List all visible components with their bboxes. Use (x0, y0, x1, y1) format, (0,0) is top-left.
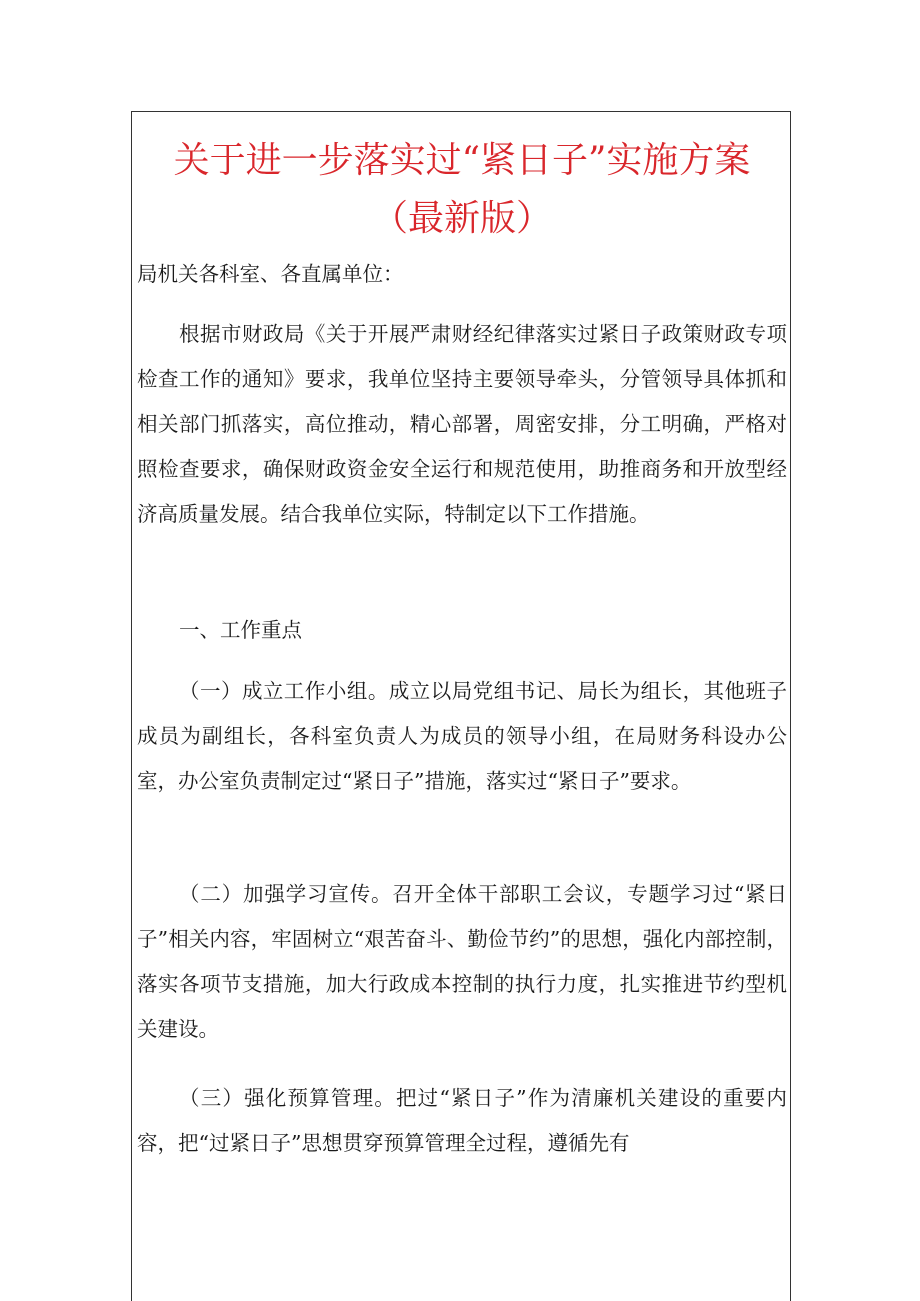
item-paragraph-3: （三）强化预算管理。把过“紧日子”作为清廉机关建设的重要内容，把“过紧日子”思想贯穿预算管理全过程，遵循先有 (137, 1086, 787, 1155)
document-title: 关于进一步落实过“紧日子”实施方案 (173, 140, 751, 181)
document-frame (131, 111, 791, 1301)
item-paragraph-2: （二）加强学习宣传。召开全体干部职工会议，专题学习过“紧日子”相关内容，牢固树立“艰苦奋斗、勤俭节约”的思想，强化内部控制，落实各项节支措施，加大行政成本控制的执行力度，扎实推进节约型机关建设。 (137, 882, 787, 1041)
document-title-edition: （最新版） (371, 198, 552, 239)
salutation: 局机关各科室、各直属单位： (137, 262, 404, 286)
section-heading: 一、工作重点 (179, 618, 302, 642)
item-paragraph-1: （一）成立工作小组。成立以局党组书记、局长为组长，其他班子成员为副组长，各科室负责人为成员的领导小组，在局财务科设办公室，办公室负责制定过“紧日子”措施，落实过“紧日子”要求。 (137, 679, 787, 793)
intro-paragraph: 根据市财政局《关于开展严肃财经纪律落实过紧日子政策财政专项检查工作的通知》要求，我单位坚持主要领导牵头，分管领导具体抓和相关部门抓落实，高位推动，精心部署，周密安排，分工明确，严格对照检查要求，确保财政资金安全运行和规范使用，助推商务和开放型经济高质量发展。结合我单位实际，特制定以下工作措施。 (137, 322, 787, 526)
